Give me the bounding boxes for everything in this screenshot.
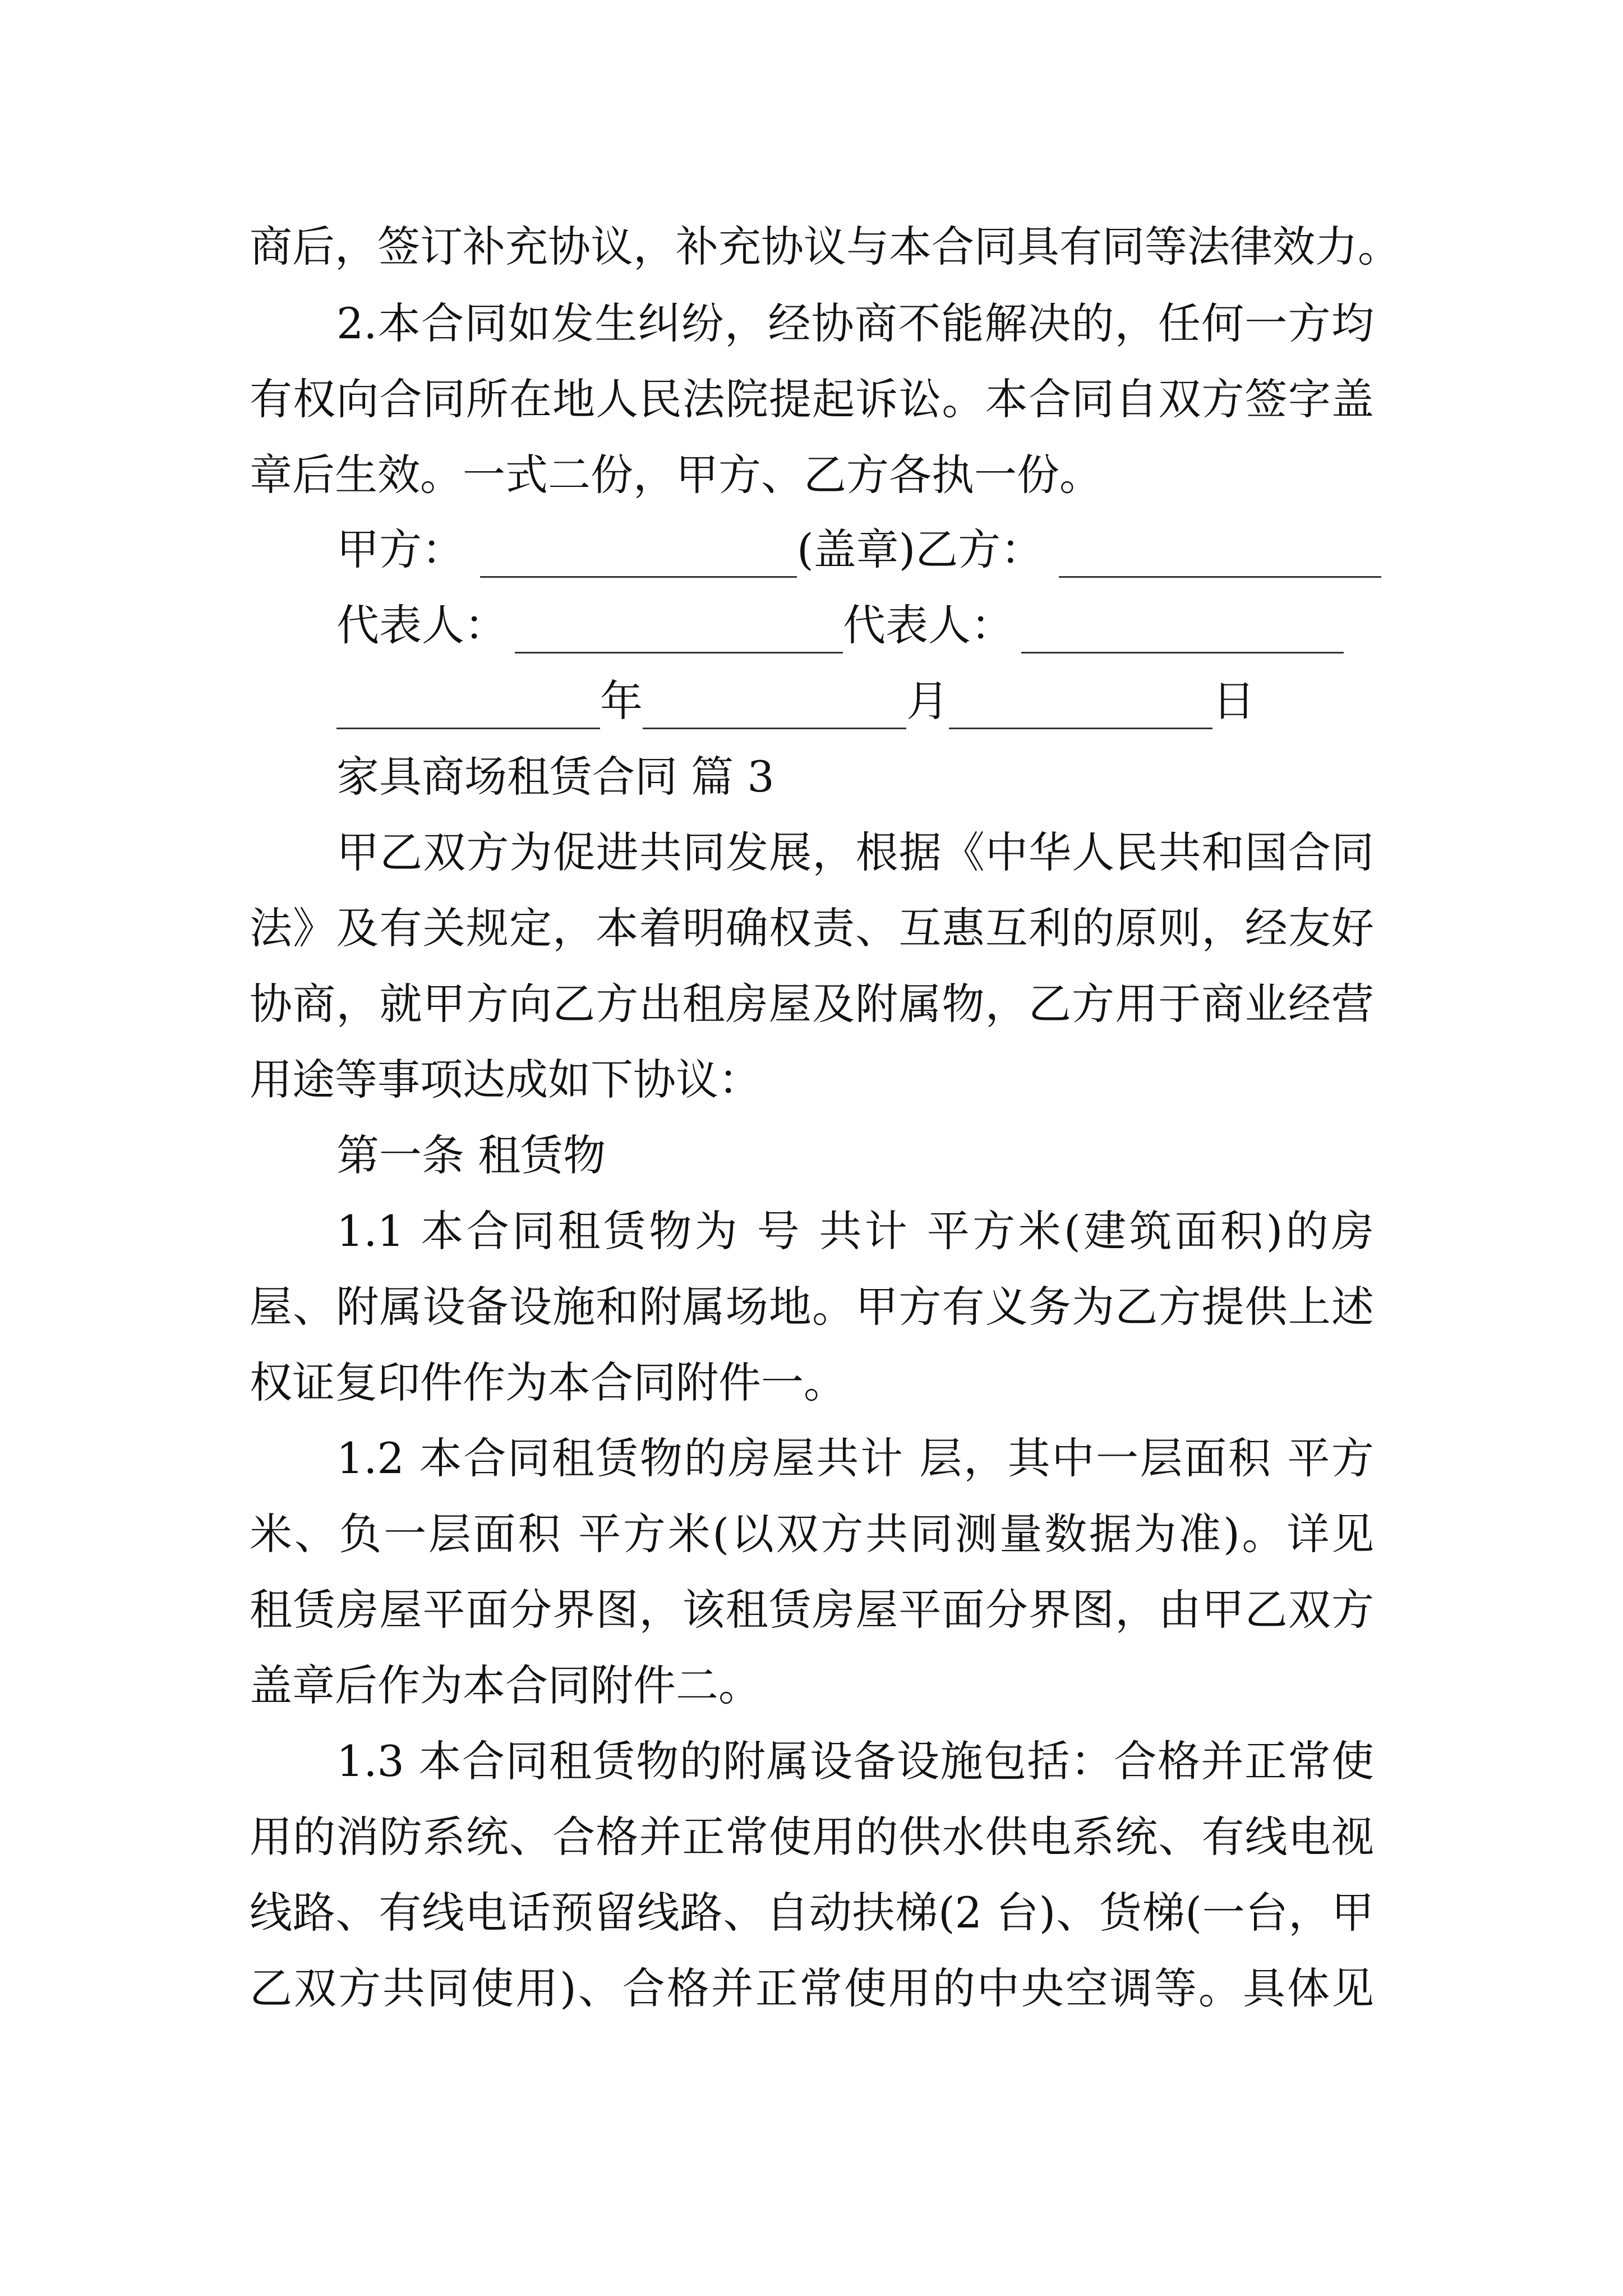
paragraph-line: 乙双方共同使用)、合格并正常使用的中央空调等。具体见 xyxy=(250,1963,1374,2013)
paragraph-line: 用的消防系统、合格并正常使用的供水供电系统、有线电视 xyxy=(250,1812,1374,1862)
rep-b-blank xyxy=(1021,611,1344,654)
party-a-label: 甲方： xyxy=(336,524,464,574)
paragraph-line: 甲乙双方为促进共同发展，根据《中华人民共和国合同 xyxy=(336,827,1374,877)
day-label: 日 xyxy=(1212,676,1255,726)
paragraph-line: 章后生效。一式二份，甲方、乙方各执一份。 xyxy=(250,450,1102,500)
paragraph-line: 租赁房屋平面分界图，该租赁房屋平面分界图，由甲乙双方 xyxy=(250,1585,1374,1635)
day-blank xyxy=(949,687,1212,729)
rep-a-blank xyxy=(515,611,843,654)
party-a-blank xyxy=(480,536,797,578)
rep-a-label: 代表人： xyxy=(336,600,507,650)
year-blank xyxy=(336,687,600,729)
seal-label: (盖章)乙方： xyxy=(797,524,1044,574)
year-label: 年 xyxy=(600,676,643,726)
paragraph-line: 屋、附属设备设施和附属场地。甲方有义务为乙方提供上述 xyxy=(250,1282,1374,1332)
paragraph-line: 1.1 本合同租赁物为 号 共计 平方米(建筑面积)的房 xyxy=(336,1206,1374,1256)
signature-rep-row xyxy=(336,597,1344,654)
paragraph-line: 商后，签订补充协议，补充协议与本合同具有同等法律效力。 xyxy=(250,222,1400,272)
paragraph-line: 1.3 本合同租赁物的附属设备设施包括：合格并正常使 xyxy=(336,1736,1374,1786)
section-title: 家具商场租赁合同 篇 3 xyxy=(336,752,774,802)
party-b-blank xyxy=(1059,536,1381,578)
paragraph-line: 法》及有关规定，本着明确权责、互惠互利的原则，经友好 xyxy=(250,903,1374,953)
month-blank xyxy=(643,687,906,729)
paragraph-line: 2.本合同如发生纠纷，经协商不能解决的，任何一方均 xyxy=(336,298,1374,348)
paragraph-line: 盖章后作为本合同附件二。 xyxy=(250,1660,761,1710)
paragraph-line: 线路、有线电话预留线路、自动扶梯(2 台)、货梯(一台，甲 xyxy=(250,1888,1374,1938)
paragraph-line: 1.2 本合同租赁物的房屋共计 层，其中一层面积 平方 xyxy=(336,1433,1374,1483)
paragraph-line: 协商，就甲方向乙方出租房屋及附属物，乙方用于商业经营 xyxy=(250,979,1374,1029)
paragraph-line: 有权向合同所在地人民法院提起诉讼。本合同自双方签字盖 xyxy=(250,374,1374,424)
paragraph-line: 权证复印件作为本合同附件一。 xyxy=(250,1358,846,1407)
signature-party-row xyxy=(336,522,1381,578)
signature-date-row xyxy=(336,673,1255,729)
paragraph-line: 米、负一层面积 平方米(以双方共同测量数据为准)。详见 xyxy=(250,1509,1374,1559)
rep-b-label: 代表人： xyxy=(843,600,1013,650)
paragraph-line: 用途等事项达成如下协议： xyxy=(250,1055,761,1105)
month-label: 月 xyxy=(906,676,949,726)
article-title: 第一条 租赁物 xyxy=(336,1130,606,1180)
